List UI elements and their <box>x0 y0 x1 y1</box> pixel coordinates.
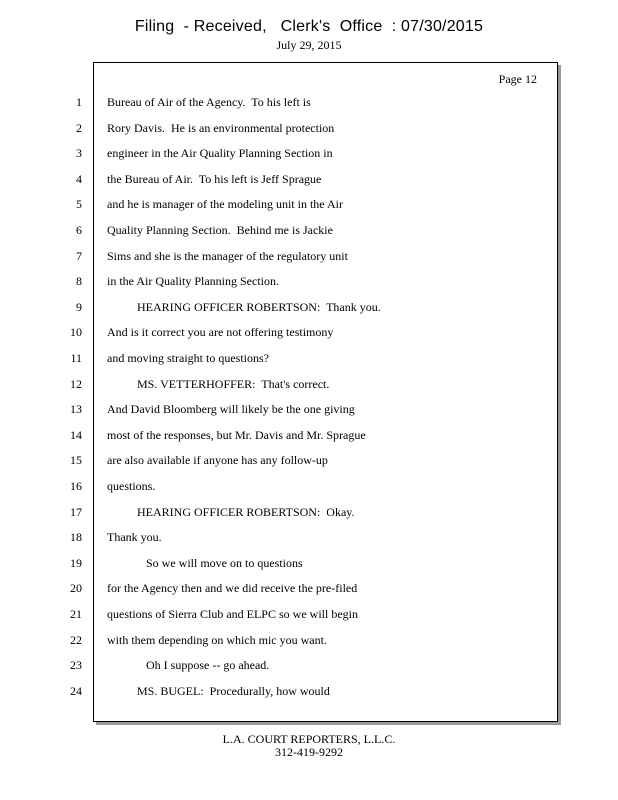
line-text: Oh I suppose -- go ahead. <box>107 658 270 672</box>
line-text: Bureau of Air of the Agency. To his left is <box>107 95 311 109</box>
line-text: with them depending on which mic you want. <box>107 633 327 647</box>
line-number: 7 <box>76 249 82 263</box>
line-number: 2 <box>76 121 82 135</box>
line-number: 16 <box>70 479 82 493</box>
line-number: 3 <box>76 146 82 160</box>
line-text: questions of Sierra Club and ELPC so we will begin <box>107 607 358 621</box>
line-text: And David Bloomberg will likely be the one giving <box>107 402 355 416</box>
line-text: engineer in the Air Quality Planning Section in <box>107 146 333 160</box>
line-number: 24 <box>70 684 82 698</box>
line-text: the Bureau of Air. To his left is Jeff Sprague <box>107 172 322 186</box>
line-number: 18 <box>70 530 82 544</box>
footer <box>0 733 618 759</box>
transcript-date: July 29, 2015 <box>276 38 342 52</box>
line-number: 11 <box>70 351 82 365</box>
line-number: 6 <box>76 223 82 237</box>
line-number: 10 <box>70 325 82 339</box>
line-text: for the Agency then and we did receive the pre-filed <box>107 581 358 595</box>
line-number: 20 <box>70 581 82 595</box>
line-number: 5 <box>76 197 82 211</box>
line-number: 19 <box>70 556 82 570</box>
line-number: 8 <box>76 274 82 288</box>
line-text: HEARING OFFICER ROBERTSON: Okay. <box>107 505 355 519</box>
line-number: 23 <box>70 658 82 672</box>
line-text: and moving straight to questions? <box>107 351 269 365</box>
line-text: Quality Planning Section. Behind me is Jackie <box>107 223 333 237</box>
line-number: 22 <box>70 633 82 647</box>
line-text: And is it correct you are not offering testimony <box>107 325 334 339</box>
line-text: MS. BUGEL: Procedurally, how would <box>107 684 330 698</box>
line-text: questions. <box>107 479 156 493</box>
line-text: most of the responses, but Mr. Davis and Mr. Sprague <box>107 428 366 442</box>
line-text: So we will move on to questions <box>107 556 303 570</box>
line-number: 15 <box>70 453 82 467</box>
line-text: in the Air Quality Planning Section. <box>107 274 279 288</box>
line-text: HEARING OFFICER ROBERTSON: Thank you. <box>107 300 381 314</box>
line-number: 9 <box>76 300 82 314</box>
reporter-company: L.A. COURT REPORTERS, L.L.C. <box>222 732 396 746</box>
line-text: MS. VETTERHOFFER: That's correct. <box>107 377 330 391</box>
line-text: Thank you. <box>107 530 162 544</box>
line-number: 17 <box>70 505 82 519</box>
filing-stamp: Filing - Received, Clerk's Office : 07/30/2015 <box>134 18 484 35</box>
line-number: 21 <box>70 607 82 621</box>
reporter-phone: 312-419-9292 <box>275 745 343 759</box>
page-number: Page 12 <box>498 72 537 86</box>
line-number: 13 <box>70 402 82 416</box>
transcript-page <box>93 62 558 722</box>
line-text: are also available if anyone has any follow-up <box>107 453 328 467</box>
line-text: and he is manager of the modeling unit in the Air <box>107 197 343 211</box>
line-number: 12 <box>70 377 82 391</box>
line-number: 14 <box>70 428 82 442</box>
line-text: Rory Davis. He is an environmental protection <box>107 121 335 135</box>
line-number: 1 <box>76 95 82 109</box>
line-number: 4 <box>76 172 82 186</box>
line-text: Sims and she is the manager of the regulatory unit <box>107 249 348 263</box>
